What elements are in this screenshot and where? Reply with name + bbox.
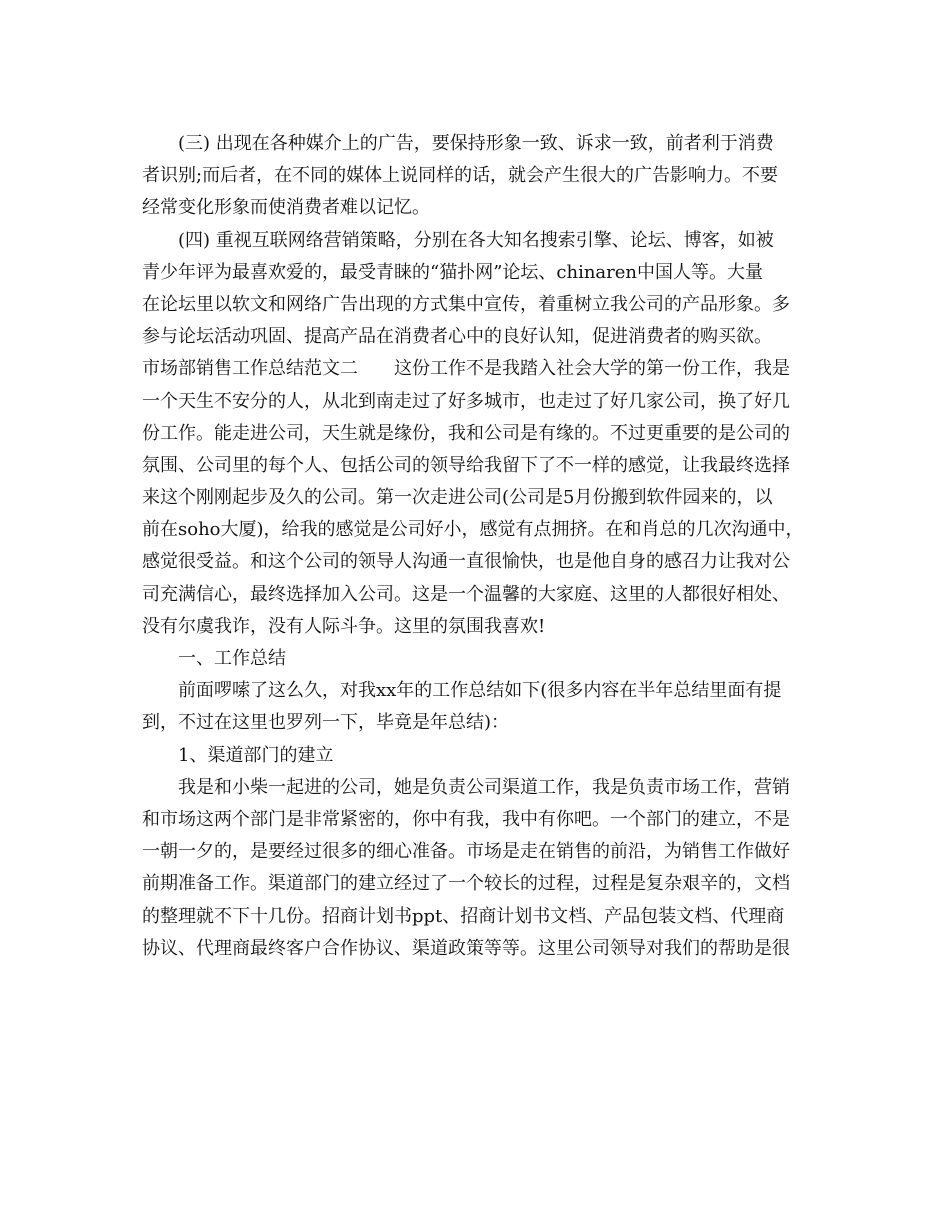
document-body <box>142 128 807 965</box>
text-line: 协议、代理商最终客户合作协议、渠道政策等等。这里公司领导对我们的帮助是很 <box>142 937 790 959</box>
text-line: 者识别;而后者，在不同的媒体上说同样的话，就会产生很大的广告影响力。不要 <box>142 165 779 187</box>
text-line: 份工作。能走进公司，天生就是缘份，我和公司是有缘的。不过更重要的是公司的 <box>142 422 790 444</box>
text-line: 1、渠道部门的建立 <box>178 744 334 766</box>
text-line: 到，不过在这里也罗列一下，毕竟是年总结)： <box>142 712 510 734</box>
text-line: 一、工作总结 <box>178 648 286 669</box>
text-line: 和市场这两个部门是非常紧密的，你中有我，我中有你吧。一个部门的建立，不是 <box>142 808 790 830</box>
text-line: 司充满信心，最终选择加入公司。这是一个温馨的大家庭、这里的人都很好相处、 <box>142 583 790 605</box>
text-line: (四) 重视互联网络营销策略，分别在各大知名搜索引擎、论坛、博客，如被 <box>178 229 774 251</box>
text-line: 氛围、公司里的每个人、包括公司的领导给我留下了不一样的感觉，让我最终选择 <box>142 454 790 476</box>
text-line: 经常变化形象而使消费者难以记忆。 <box>142 197 430 219</box>
text-line: 参与论坛活动巩固、提高产品在消费者心中的良好认知，促进消费者的购买欲。 <box>142 326 772 348</box>
text-line: 前在soho大厦)，给我的感觉是公司好小，感觉有点拥挤。在和肖总的几次沟通中， <box>142 519 804 541</box>
text-line: (三) 出现在各种媒介上的广告，要保持形象一致、诉求一致，前者利于消费 <box>178 133 774 154</box>
text-line: 感觉很受益。和这个公司的领导人沟通一直很愉快，也是他自身的感召力让我对公 <box>142 551 790 573</box>
text-line: 我是和小柴一起进的公司，她是负责公司渠道工作，我是负责市场工作，营销 <box>178 776 790 798</box>
text-line: 没有尔虞我诈，没有人际斗争。这里的氛围我喜欢! <box>142 615 546 637</box>
text-line: 在论坛里以软文和网络广告出现的方式集中宣传，着重树立我公司的产品形象。多 <box>142 293 790 315</box>
text-line: 前面啰嗦了这么久，对我xx年的工作总结如下(很多内容在半年总结里面有提 <box>178 680 782 702</box>
text-line: 市场部销售工作总结范文二 这份工作不是我踏入社会大学的第一份工作，我是 <box>142 358 790 380</box>
text-line: 的整理就不下十几份。招商计划书ppt、招商计划书文档、产品包装文档、代理商 <box>142 905 785 927</box>
text-line: 一朝一夕的，是要经过很多的细心准备。市场是走在销售的前沿，为销售工作做好 <box>142 841 790 863</box>
text-line: 一个天生不安分的人，从北到南走过了好多城市，也走过了好几家公司，换了好几 <box>142 390 790 412</box>
text-line: 前期准备工作。渠道部门的建立经过了一个较长的过程，过程是复杂艰辛的，文档 <box>142 873 790 895</box>
text-line: 来这个刚刚起步及久的公司。第一次走进公司(公司是5月份搬到软件园来的，以 <box>142 487 773 509</box>
text-line: 青少年评为最喜欢爱的，最受青睐的“猫扑网”论坛、chinaren中国人等。大量 <box>142 261 764 283</box>
